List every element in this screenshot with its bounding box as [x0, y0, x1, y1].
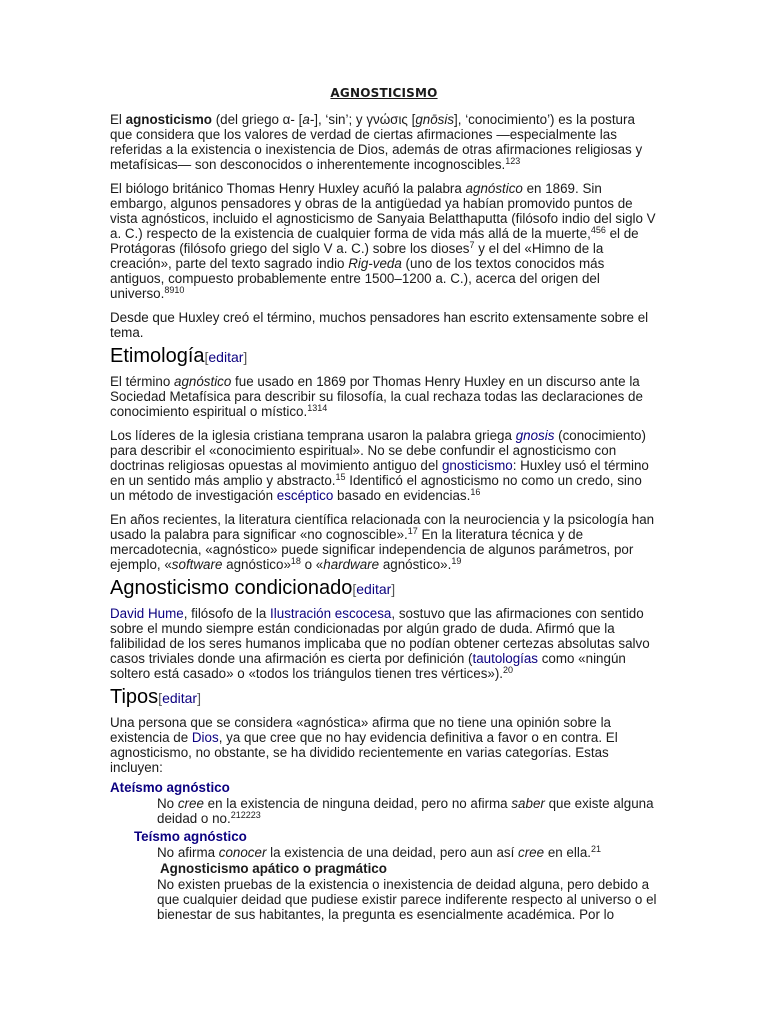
- definition-teismo-agnostico: No afirma conocer la existencia de una deidad, pero aun así cree en ella.$^{21}$: [157, 844, 602, 860]
- intro-paragraph-3: Desde que Huxley creó el término, muchos pensadores han escrito extensamente sobre el tema.: [110, 310, 649, 340]
- link-ilustracion-escocesa[interactable]: Ilustración escocesa: [270, 606, 392, 621]
- etimologia-paragraph-2: Los líderes de la iglesia cristiana temprana usaron la palabra griega gnosis (conocimiento) para describir el «conocimiento espiritual». No se debe confundir el agnosticismo con doctrinas religiosas opuestas al movimiento antiguo del gnosticismo: Huxley usó el término en un sentido más amplio y abstracto.$^{15}$ Identificó el agnosticismo no como un credo, sino un método de investigación escéptico basado en evidencias.$^{16}$: [110, 428, 649, 503]
- definition-agnosticismo-apatico: No existen pruebas de la existencia o inexistencia de deidad alguna, pero debido a que cualquier deidad que pudiese existir parece indiferente respecto al universo o el bienestar de sus habitantes, la pregunta es esencialmente académica. Por lo: [157, 877, 657, 922]
- etimologia-paragraph-1: El término agnóstico fue usado en 1869 por Thomas Henry Huxley en un discurso ante la Sociedad Metafísica para describir su filosofía, la cual rechaza todas las declaraciones de conocimiento espiritual o místico.$^{1314}$: [110, 374, 643, 419]
- footnote-ref[interactable]: 18: [290, 556, 301, 566]
- footnote-ref[interactable]: 7: [469, 240, 475, 250]
- intro-paragraph-2: El biólogo británico Thomas Henry Huxley acuñó la palabra agnóstico en 1869. Sin embargo, algunos pensadores y obras de la antigüedad ya habían promovido puntos de vista agnósticos, incluido el agnosticismo de Sanyaia Belatthaputta (filósofo indio del siglo V a. C.) respecto de la existencia de cualquier forma de vida más allá de la muerte,$^{456}$ el de Protágoras (filósofo griego del siglo V a. C.) sobre los dioses$^7$ y el del «Himno de la creación», parte del texto sagrado indio Rig-veda (uno de los textos conocidos más antiguos, compuesto probablemente entre 1500–1200 a. C.), acerca del origen del universo.$^{8910}$: [110, 181, 656, 301]
- heading-etimologia: Etimología[editar]: [110, 345, 248, 367]
- document-body: [110, 112, 658, 923]
- footnote-ref[interactable]: 123: [505, 156, 521, 166]
- footnote-ref[interactable]: 456: [590, 225, 606, 235]
- document-title: AGNOSTICISMO: [330, 86, 438, 100]
- footnote-ref[interactable]: 16: [470, 487, 481, 497]
- etimologia-paragraph-3: En años recientes, la literatura científica relacionada con la neurociencia y la psicología han usado la palabra para significar «no cognoscible».$^{17}$ En la literatura técnica y de mercadotecnia, «agnóstico» puede significar independencia de algunos parámetros, por ejemplo, «software agnóstico»$^{18}$ o «hardware agnóstico».$^{19}$: [110, 512, 655, 572]
- heading-agnosticismo-condicionado: Agnosticismo condicionado[editar]: [110, 577, 396, 599]
- link-gnosis[interactable]: gnosis: [515, 428, 555, 443]
- edit-link[interactable]: [editar]: [158, 690, 201, 706]
- term-agnosticismo-apatico: Agnosticismo apático o pragmático: [160, 861, 387, 876]
- edit-link[interactable]: [editar]: [352, 581, 396, 597]
- footnote-ref[interactable]: 15: [335, 472, 346, 482]
- intro-paragraph-1: El agnosticismo (del griego α- [a-], ‘sin’; y γνώσις [gnōsis], ‘conocimiento’) es la postura que considera que los valores de verdad de ciertas afirmaciones —especialmente las referidas a la existencia o inexistencia de Dios, además de otras afirmaciones religiosas y metafísicas— son desconocidos o inherentemente incognoscibles.$^{123}$: [110, 112, 643, 172]
- footnote-ref[interactable]: 212223: [230, 810, 261, 820]
- footnote-ref[interactable]: 1314: [307, 403, 328, 413]
- link-dios[interactable]: Dios: [191, 730, 219, 745]
- term-teismo-agnostico: Teísmo agnóstico: [134, 829, 247, 844]
- link-david-hume[interactable]: David Hume: [110, 606, 184, 621]
- heading-tipos: Tipos[editar]: [110, 686, 201, 708]
- footnote-ref[interactable]: 17: [407, 526, 418, 536]
- edit-link[interactable]: [editar]: [204, 349, 248, 365]
- tipos-paragraph-1: Una persona que se considera «agnóstica» afirma que no tiene una opinión sobre la existencia de Dios, ya que cree que no hay evidencia definitiva a favor o en contra. El agnosticismo, no obstante, se ha dividido recientemente en varias categorías. Estas incluyen:: [110, 715, 618, 775]
- link-esceptico[interactable]: escéptico: [276, 488, 334, 503]
- link-tautologias[interactable]: tautologías: [472, 651, 538, 666]
- footnote-ref[interactable]: 19: [451, 556, 462, 566]
- term-ateismo-agnostico: Ateísmo agnóstico: [110, 780, 230, 795]
- condicionado-paragraph-1: David Hume, filósofo de la Ilustración escocesa, sostuvo que las afirmaciones con sentido sobre el mundo siempre están condicionadas por algún grado de duda. Afirmó que la falibilidad de los seres humanos implicaba que no podían obtener certezas absolutas salvo casos triviales donde una afirmación es cierta por definición (tautologías como «ningún soltero está casado» o «todos los triángulos tienen tres vértices»).$^{20}$: [110, 606, 650, 681]
- term-agnosticismo: agnosticismo: [125, 112, 212, 127]
- footnote-ref[interactable]: 20: [503, 665, 514, 675]
- footnote-ref[interactable]: 8910: [164, 285, 185, 295]
- definition-ateismo-agnostico: No cree en la existencia de ninguna deidad, pero no afirma saber que existe alguna deidad o no.$^{212223}$: [157, 796, 654, 826]
- link-gnosticismo[interactable]: gnosticismo: [441, 458, 513, 473]
- footnote-ref[interactable]: 21: [591, 844, 602, 854]
